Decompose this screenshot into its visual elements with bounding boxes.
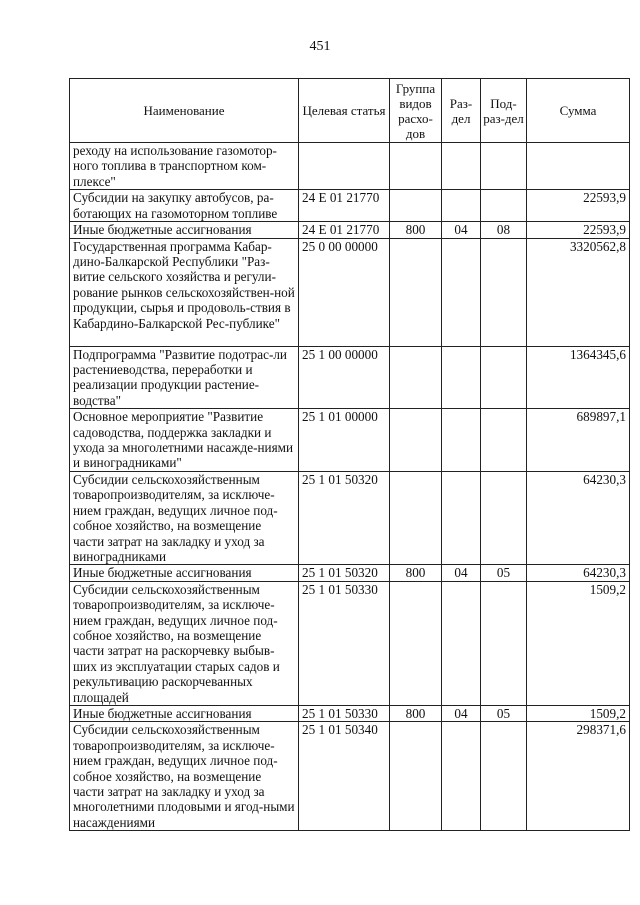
cell-group [390, 722, 442, 831]
cell-sum: 1509,2 [527, 581, 630, 705]
cell-subsection [481, 143, 527, 190]
cell-group [390, 143, 442, 190]
cell-section: 04 [442, 705, 481, 721]
cell-section [442, 581, 481, 705]
cell-sum: 1509,2 [527, 705, 630, 721]
cell-name: Основное мероприятие "Развитие садоводства, поддержка закладки и ухода за многолетними насажде-ниями и виноградниками" [70, 409, 299, 472]
table-row [70, 471, 630, 564]
cell-target [299, 143, 390, 190]
table-row [70, 581, 630, 705]
cell-group: 800 [390, 222, 442, 238]
cell-name: Иные бюджетные ассигнования [70, 705, 299, 721]
cell-section [442, 346, 481, 409]
table-row [70, 722, 630, 831]
cell-section [442, 722, 481, 831]
cell-sum: 22593,9 [527, 190, 630, 222]
table-row [70, 705, 630, 721]
cell-group [390, 346, 442, 409]
header-section: Раз-дел [442, 79, 481, 143]
header-target: Целевая статья [299, 79, 390, 143]
cell-name: реходу на использование газомотор-ного топлива в транспортном ком-плексе" [70, 143, 299, 190]
cell-section [442, 238, 481, 346]
cell-group [390, 190, 442, 222]
cell-subsection: 05 [481, 705, 527, 721]
cell-target: 25 1 01 50320 [299, 565, 390, 581]
cell-section: 04 [442, 222, 481, 238]
cell-name: Субсидии сельскохозяйственным товаропроизводителям, за исключе-нием граждан, ведущих личное под-собное хозяйство, на возмещение части затрат на закладку и уход за многолетними плодовыми и ягод-ными насаждениями [70, 722, 299, 831]
table-row [70, 190, 630, 222]
header-group: Группа видов расхо-дов [390, 79, 442, 143]
cell-name: Субсидии сельскохозяйственным товаропроизводителям, за исключе-нием граждан, ведущих личное под-собное хозяйство, на возмещение части затрат на раскорчевку выбыв-ших из эксплуатации старых садов и рекультивацию раскорчеванных площадей [70, 581, 299, 705]
cell-target: 25 1 01 50330 [299, 581, 390, 705]
table-row [70, 409, 630, 472]
cell-subsection [481, 190, 527, 222]
cell-group: 800 [390, 565, 442, 581]
cell-sum: 3320562,8 [527, 238, 630, 346]
cell-target: 25 0 00 00000 [299, 238, 390, 346]
cell-subsection: 05 [481, 565, 527, 581]
cell-target: 25 1 00 00000 [299, 346, 390, 409]
cell-group [390, 471, 442, 564]
cell-group: 800 [390, 705, 442, 721]
table-row [70, 346, 630, 409]
cell-subsection [481, 471, 527, 564]
cell-subsection: 08 [481, 222, 527, 238]
cell-name: Субсидии на закупку автобусов, ра-ботающих на газомоторном топливе [70, 190, 299, 222]
cell-sum: 64230,3 [527, 471, 630, 564]
cell-subsection [481, 722, 527, 831]
table-row [70, 565, 630, 581]
cell-subsection [481, 346, 527, 409]
cell-subsection [481, 238, 527, 346]
cell-section [442, 143, 481, 190]
cell-sum [527, 143, 630, 190]
budget-table [69, 78, 630, 831]
cell-sum: 298371,6 [527, 722, 630, 831]
cell-group [390, 409, 442, 472]
cell-target: 24 Е 01 21770 [299, 222, 390, 238]
cell-name: Подпрограмма "Развитие подотрас-ли растениеводства, переработки и реализации продукции растение-водства" [70, 346, 299, 409]
table-row [70, 238, 630, 346]
table-body [70, 143, 630, 831]
cell-section [442, 471, 481, 564]
cell-target: 25 1 01 00000 [299, 409, 390, 472]
cell-sum: 64230,3 [527, 565, 630, 581]
cell-target: 25 1 01 50330 [299, 705, 390, 721]
header-sum: Сумма [527, 79, 630, 143]
cell-name: Иные бюджетные ассигнования [70, 565, 299, 581]
cell-name: Иные бюджетные ассигнования [70, 222, 299, 238]
cell-sum: 22593,9 [527, 222, 630, 238]
header-name: Наименование [70, 79, 299, 143]
cell-section [442, 190, 481, 222]
cell-subsection [481, 581, 527, 705]
table-row [70, 222, 630, 238]
cell-name: Государственная программа Кабар-дино-Балкарской Республики "Раз-витие сельского хозяйства и регули-рование рынков сельскохозяйствен-ной продукции, сырья и продоволь-ствия в Кабардино-Балкарской Рес-публике" [70, 238, 299, 346]
cell-target: 24 Е 01 21770 [299, 190, 390, 222]
cell-name: Субсидии сельскохозяйственным товаропроизводителям, за исключе-нием граждан, ведущих личное под-собное хозяйство, на возмещение части затрат на закладку и уход за виноградниками [70, 471, 299, 564]
header-subsection: Под-раз-дел [481, 79, 527, 143]
page-number: 451 [309, 39, 331, 54]
cell-group [390, 581, 442, 705]
cell-sum: 689897,1 [527, 409, 630, 472]
cell-sum: 1364345,6 [527, 346, 630, 409]
cell-section: 04 [442, 565, 481, 581]
cell-section [442, 409, 481, 472]
cell-group [390, 238, 442, 346]
cell-target: 25 1 01 50340 [299, 722, 390, 831]
table-header-row [70, 79, 630, 143]
cell-subsection [481, 409, 527, 472]
cell-target: 25 1 01 50320 [299, 471, 390, 564]
table-row [70, 143, 630, 190]
